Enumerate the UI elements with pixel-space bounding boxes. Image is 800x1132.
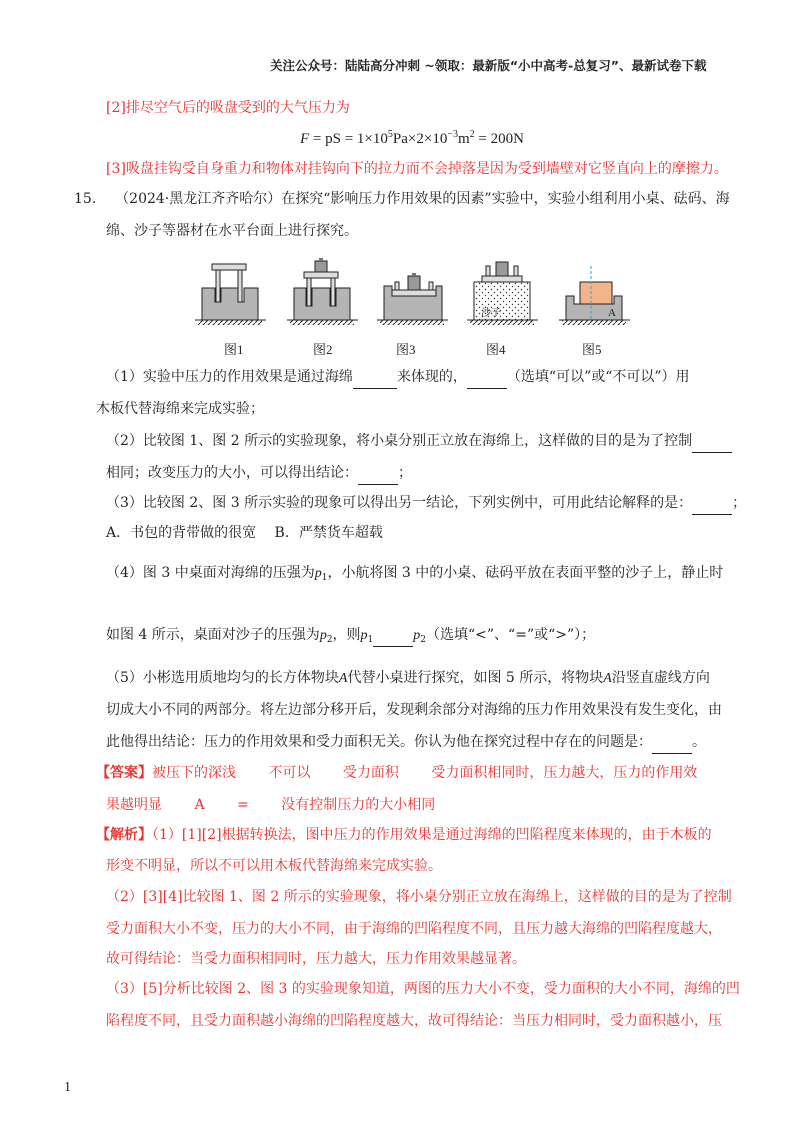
analysis-line4: 受力面积大小不变，压力的大小不同，由于海绵的凹陷程度不同，且压力越大海绵的凹陷程度越大， [106, 921, 722, 937]
figure-4 [467, 262, 538, 325]
question-stem-line2: 绵、沙子等器材在水平台面上进行探究。 [106, 223, 358, 239]
q4-p1-sub: 1 [321, 573, 328, 583]
analysis-text-1: （1）[1][2]根据转换法，图中压力的作用效果是通过海绵的凹陷程度来体现的，由于木板的 [152, 827, 712, 843]
formula-F: F [300, 131, 310, 147]
figure-1 [195, 264, 266, 325]
question-stem-line1 [74, 188, 730, 210]
formula-right: = 200N [474, 131, 524, 147]
q5-text-f: 。 [692, 734, 706, 750]
q5-A-2: A [603, 671, 612, 686]
q2-line1 [106, 430, 732, 453]
page-header: 关注公众号：陆陆高分冲刺 ~领取：最新版“小中高考-总复习”、最新试卷下载 [270, 58, 707, 73]
caption-fig3: 图3 [396, 342, 416, 357]
figure-2 [287, 258, 358, 325]
q4-p1: p [314, 566, 322, 581]
answer-tag: 【答案】 [96, 765, 152, 781]
q1-text-c: （选填“可以”或“不可以”）用 [506, 369, 690, 385]
formula-exp2: −3 [447, 129, 458, 140]
q3-blank[interactable] [692, 492, 732, 515]
figure-3 [377, 273, 448, 325]
q1-line1 [106, 366, 690, 389]
q4-text-d: ，则 [332, 627, 361, 643]
solution-step-3: [3]吸盘挂钩受自身重力和物体对挂钩向下的拉力而不会掉落是因为受到墙壁对它竖直向上的摩擦力。 [106, 161, 728, 177]
formula-mid: = pS = 1×10 [309, 131, 388, 147]
q5-blank[interactable] [652, 731, 692, 754]
q2-text-c: ； [398, 465, 412, 481]
q5-line2: 切成大小不同的两部分。将左边部分移开后，发现剩余部分对海绵的压力作用效果没有发生变化，由 [106, 702, 722, 718]
q4-line2 [106, 624, 595, 651]
q2-blank-1[interactable] [692, 430, 732, 453]
q4-p2-sub: 2 [326, 635, 333, 645]
analysis-line1 [96, 824, 712, 846]
q4-p1-sub-repeat: 1 [367, 635, 374, 645]
q3-text-b: ； [732, 495, 747, 511]
answer-line1 [96, 762, 697, 784]
q2-blank-2[interactable] [358, 462, 398, 485]
q5-text-b: 代替小桌进行探究，如图 5 所示，将物块 [347, 670, 604, 686]
q1-blank-2[interactable] [467, 366, 507, 389]
q3-line1 [106, 492, 746, 515]
q5-line3 [106, 731, 706, 754]
question-number: 15. [74, 191, 97, 207]
analysis-line7: 陷程度不同，且受力面积越小海绵的凹陷程度越大，故可得结论：当压力相同时，受力面积越小，压 [106, 1013, 722, 1029]
q4-text-e: （选填“<”、“=”或“>”）； [426, 627, 596, 643]
formula-mid3: m [457, 131, 470, 147]
analysis-line5: 故可得结论：当受力面积相同时，压力越大，压力作用效果越显著。 [106, 951, 526, 967]
caption-fig4: 图4 [486, 342, 506, 357]
question-source: （2024·黑龙江齐齐哈尔） [115, 191, 282, 207]
analysis-line2: 形变不明显，所以不可以用木板代替海绵来完成实验。 [106, 858, 442, 874]
q1-text-a: （1）实验中压力的作用效果是通过海绵 [106, 369, 353, 385]
caption-fig2: 图2 [313, 342, 333, 357]
q4-blank[interactable] [373, 624, 413, 647]
q5-text-a: （5）小彬选用质地均匀的长方体物块 [106, 670, 339, 686]
solution-step-2: [2]排尽空气后的吸盘受到的大气压力为 [106, 100, 350, 116]
q5-text-e: 此他得出结论：压力的作用效果和受力面积无关。你认为他在探究过程中存在的问题是： [106, 734, 652, 750]
answer-line2: 果越明显 A = 没有控制压力的大小相同 [106, 797, 436, 813]
formula-exp1: 5 [387, 129, 393, 140]
sand-label: 沙子 [481, 308, 501, 319]
q4-p2: p [319, 628, 327, 643]
q2-text-a: （2）比较图 1、图 2 所示的实验现象，将小桌分别正立放在海绵上，这样做的目的是为了控制 [106, 433, 693, 449]
q4-p2-repeat: p [413, 628, 421, 643]
experiment-figures [190, 258, 630, 328]
pressure-formula [300, 129, 524, 148]
q1-line2: 木板代替海绵来完成实验； [96, 401, 264, 417]
q4-text-c: 如图 4 所示，桌面对沙子的压强为 [106, 627, 320, 643]
q4-text-a: （4）图 3 中桌面对海绵的压强为 [106, 565, 315, 581]
analysis-line3: （2）[3][4]比较图 1、图 2 所示的实验现象，将小桌分别正立放在海绵上，这样做的目的是为了控制 [106, 889, 732, 905]
analysis-tag: 【解析】 [96, 827, 152, 843]
q4-text-b: ，小航将图 3 中的小桌、砝码平放在表面平整的沙子上，静止时 [327, 565, 724, 581]
q2-text-b: 相同；改变压力的大小，可以得出结论： [106, 465, 358, 481]
figure-5 [559, 266, 630, 325]
analysis-line6: （3）[5]分析比较图 2、图 3 的实验现象知道，两图的压力大小不变，受力面积的大小不同，海绵的凹 [106, 981, 740, 997]
block-A-label: A [608, 307, 616, 319]
answer-text-1: 被压下的深浅 不可以 受力面积 受力面积相同时，压力越大，压力的作用效 [152, 765, 698, 781]
q5-A: A [338, 671, 348, 686]
page-number: 1 [64, 1080, 71, 1095]
q2-line2 [106, 462, 412, 485]
q3-options: A．书包的背带做的很宽 B．严禁货车超载 [106, 525, 383, 541]
q1-text-b: 来体现的， [396, 369, 467, 385]
q5-text-c: 沿竖直虚线方向 [611, 670, 710, 686]
formula-exp3: 2 [469, 129, 475, 140]
q4-line1 [106, 562, 723, 589]
q5-line1 [106, 667, 710, 690]
question-stem-1: 在探究“影响压力作用效果的因素”实验中，实验小组利用小桌、砝码、海 [281, 191, 730, 207]
q3-text-a: （3）比较图 2、图 3 所示实验的现象可以得出另一结论，下列实例中，可用此结论解释的是： [106, 495, 693, 511]
q4-p1-repeat: p [360, 628, 368, 643]
q4-p2-sub-repeat: 2 [420, 635, 427, 645]
caption-fig5: 图5 [582, 342, 602, 357]
caption-fig1: 图1 [224, 342, 244, 357]
formula-mid2: Pa×2×10 [392, 131, 448, 147]
q1-blank-1[interactable] [353, 366, 397, 389]
